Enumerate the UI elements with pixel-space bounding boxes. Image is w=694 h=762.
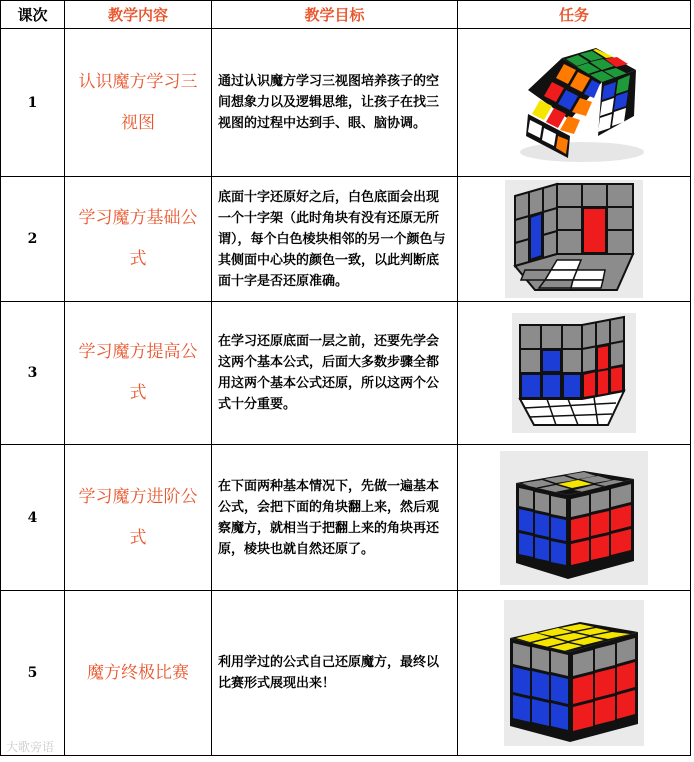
lesson-number: 3 bbox=[1, 302, 65, 445]
lesson-content: 学习魔方基础公式 bbox=[65, 177, 212, 302]
lesson-content: 魔方终极比赛 bbox=[65, 591, 212, 756]
two-layer-cube-icon bbox=[500, 451, 648, 585]
lesson-task bbox=[458, 177, 691, 302]
lesson-content: 认识魔方学习三视图 bbox=[65, 29, 212, 177]
lesson-task bbox=[458, 29, 691, 177]
lesson-task bbox=[458, 302, 691, 445]
lesson-task bbox=[458, 591, 691, 756]
table-row bbox=[1, 29, 691, 177]
lesson-number: 1 bbox=[1, 29, 65, 177]
table-row bbox=[1, 445, 691, 591]
watermark: 大歌旁语 bbox=[6, 740, 55, 754]
header-task: 任务 bbox=[458, 1, 691, 29]
lesson-goal: 底面十字还原好之后，白色底面会出现一个十字架（此时角块有没有还原无所谓），每个白色棱块相邻的另一个颜色与其侧面中心块的颜色一致，以此判断底面十字是否还原准确。 bbox=[212, 177, 458, 302]
table-row bbox=[1, 591, 691, 756]
lesson-goal: 通过认识魔方学习三视图培养孩子的空间想象力以及逻辑思维，让孩子在找三视图的过程中达到手、眼、脑协调。 bbox=[212, 29, 458, 177]
lesson-number: 4 bbox=[1, 445, 65, 591]
table-row bbox=[1, 177, 691, 302]
lesson-goal: 利用学过的公式自己还原魔方，最终以比赛形式展现出来！ bbox=[212, 591, 458, 756]
header-lesson: 课次 bbox=[1, 1, 65, 29]
lesson-goal: 在下面两种基本情况下，先做一遍基本公式，会把下面的角块翻上来，然后观察魔方，就相当于把翻上来的角块再还原，棱块也就自然还原了。 bbox=[212, 445, 458, 591]
header-content: 教学内容 bbox=[65, 1, 212, 29]
first-layer-cube-icon bbox=[512, 313, 636, 433]
solved-cube-icon bbox=[504, 600, 644, 746]
bottom-cross-cube-icon bbox=[505, 180, 643, 298]
lesson-number: 2 bbox=[1, 177, 65, 302]
lesson-content: 学习魔方提高公式 bbox=[65, 302, 212, 445]
lesson-content: 学习魔方进阶公式 bbox=[65, 445, 212, 591]
lesson-number: 5 bbox=[1, 591, 65, 756]
header-goal: 教学目标 bbox=[212, 1, 458, 29]
table-row bbox=[1, 302, 691, 445]
lesson-task bbox=[458, 445, 691, 591]
scrambled-cube-icon bbox=[504, 40, 644, 166]
lesson-goal: 在学习还原底面一层之前，还要先学会这两个基本公式，后面大多数步骤全都用这两个基本公式还原，所以这两个公式十分重要。 bbox=[212, 302, 458, 445]
table-header-row bbox=[1, 1, 691, 29]
